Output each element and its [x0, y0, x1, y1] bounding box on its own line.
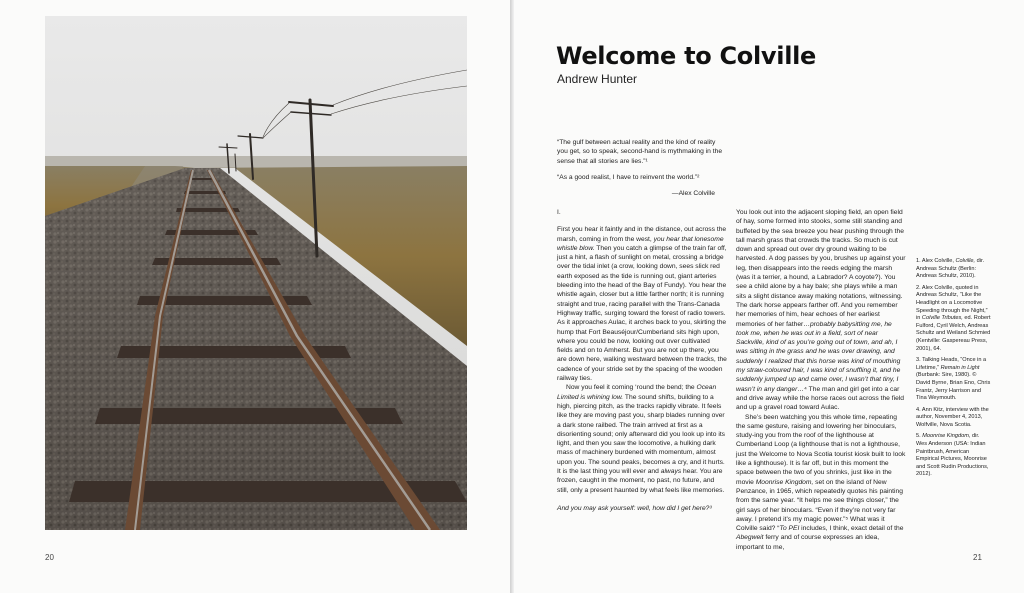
- body-paragraph: Now you feel it coming ‘round the bend; the Ocean Limited is whining low. The sound shifts, building to a high, piercing pitch, as the tracks rapidly vibrate. It feels like they are moving past you, sharp blades running over a dark stone railbed. The train arrived at first as a disorienting sound; only afterward did you look up into its light, and then you saw the locomotive, a hulking dark mass of machinery burdened with momentum, almost upon you. The sound peaks, becomes a cry, and it hurts. It is the last thing you will ever and always hear. You are frozen, caught in the moment, no past, no future, and still, only a present haunted by what feels like memories.: [557, 384, 726, 494]
- footnotes: [916, 258, 992, 483]
- section-number: I.: [557, 209, 561, 216]
- article-author: Andrew Hunter: [557, 72, 638, 86]
- epigraph-quote-2: “As a good realist, I have to reinvent the world.”²: [557, 173, 700, 181]
- footnote-5: 5. Moonrise Kingdom, dir. Wes Anderson (USA: Indian Paintbrush, American Empirical Pictures, Moonrise and Scott Rudin Productions, 2012).: [916, 433, 989, 478]
- footnote-1: 1. Alex Colville, Colville, dir. Andreas Schultz (Berlin: Andreas Schultz, 2010).: [916, 258, 985, 280]
- body-paragraph: She’s been watching you this whole time, repeating the same gesture, raising and lowering her binoculars, study-ing you from the roof of the lighthouse at Cumberland Loop (a lighthouse that is not a lighthouse, just the Welcome to Nova Scotia tourist kiosk built to look like a lighthouse). It is far off, but in this moment the space between the two of you shrinks, just like in the movie Moonrise Kingdom, set on the island of New Penzance, in 1965, which repeatedly quotes his painting from the same year. “It helps me see things closer,” the girl says of her binoculars. “Even if they’re not very far away. I pretend it’s my magic power.”⁵ What was it Colville said? “To PEI includes, I think, exact detail of the Abegweit ferry and of course expresses an idea, important to me,: [736, 413, 906, 551]
- body-paragraph: You look out into the adjacent sloping field, an open field of hay, some formed into stooks, some still standing and buffeted by the sea breeze you hear pushing through the tall marsh grass that crowds the tracks. So much is cut down and spread out over dry ground waiting to be harvested. A dog passes by you, brushes up against your leg, then disappears into the reeds edging the marsh (was it a terrier, a hound, a Labrador? A coyote?). You see a child alone by a hay bale; she plays while a man sits a slight distance away making notations, witnessing. The dark horse appears farther off. And you remember her memories of him, hear echoes of her earliest memories of her father…probably babysitting me, he took me, when he was out in a field, sort of near Sackville, kind of as you’re going out of town, and ah, I was sitting in the grass and he was over drawing, and suddenly I realized that this horse was kind of mouthing my straw-coloured hair, I was kind of snuffling it, and he suddenly jumped up and came over, I wasn’t that tiny, I wasn’t in any danger…⁴ The man and girl get into a car and drive away while the horse races out across the field and up a gravel road toward Aulac.: [736, 209, 906, 412]
- railway-photograph: [45, 16, 467, 530]
- body-column-2: [736, 208, 906, 552]
- page-number-right: 21: [973, 553, 982, 562]
- footnote-3: 3. Talking Heads, “Once in a Lifetime,” Remain in Light (Burbank: Sire, 1980). © David Byrne, Brian Eno, Chris Frantz, Jerry Harrison and Tina Weymouth.: [916, 357, 991, 402]
- footnote-4: 4. Ann Kitz, interview with the author, November 4, 2013, Wolfville, Nova Scotia.: [916, 406, 989, 428]
- article-title: Welcome to Colville: [556, 42, 817, 70]
- body-paragraph: First you hear it faintly and in the distance, out across the marsh, coming in from the west, you hear that lonesome whistle blow. Then you catch a glimpse of the train far off, just a hint, a flash of sunlight on metal, crossing a bridge over the tidal inlet (a crow, looking down, sees slick red earth exposed as the tide is running out, giant arteries bleeding into the head of the Bay of Fundy). You hear the whistle again, closer but a little farther north; it is running straight and true, racing parallel with the Trans-Canada Highway traffic, surging toward the forest of radio towers. As it approaches Aulac, it arches back to you, skirting the hump that Fort Beauséjour/Cumberland sits high upon, where you could be now, looking out over cultivated fields and on to Amherst. But you are not up there, you are down here, walking westward between the tracks, the cadence of your stride set by the spacing of the wooden railway ties.: [557, 226, 727, 383]
- page-number-left: 20: [45, 553, 54, 562]
- left-page: [0, 0, 510, 593]
- epigraph-attribution: —Alex Colville: [671, 190, 715, 198]
- epigraph: [557, 138, 725, 205]
- epigraph-quote-1: “The gulf between actual reality and the kind of reality you get, so to speak, second-hand is mythmaking in the sense that all stories are lies.”¹: [557, 139, 723, 165]
- right-page: [514, 0, 1024, 593]
- footnote-2: 2. Alex Colville, quoted in Andreas Schultz, “Like the Headlight on a Locomotive Speeding through the Night,” in Colville Tributes, ed. Robert Fulford, Cyril Welch, Andreas Schultz and Weiland Schmied (Kentville: Gaspereau Press, 2001), 64.: [916, 284, 991, 352]
- body-paragraph-quote: And you may ask yourself: well, how did I get here?³: [557, 504, 712, 512]
- body-column-1: [557, 208, 727, 513]
